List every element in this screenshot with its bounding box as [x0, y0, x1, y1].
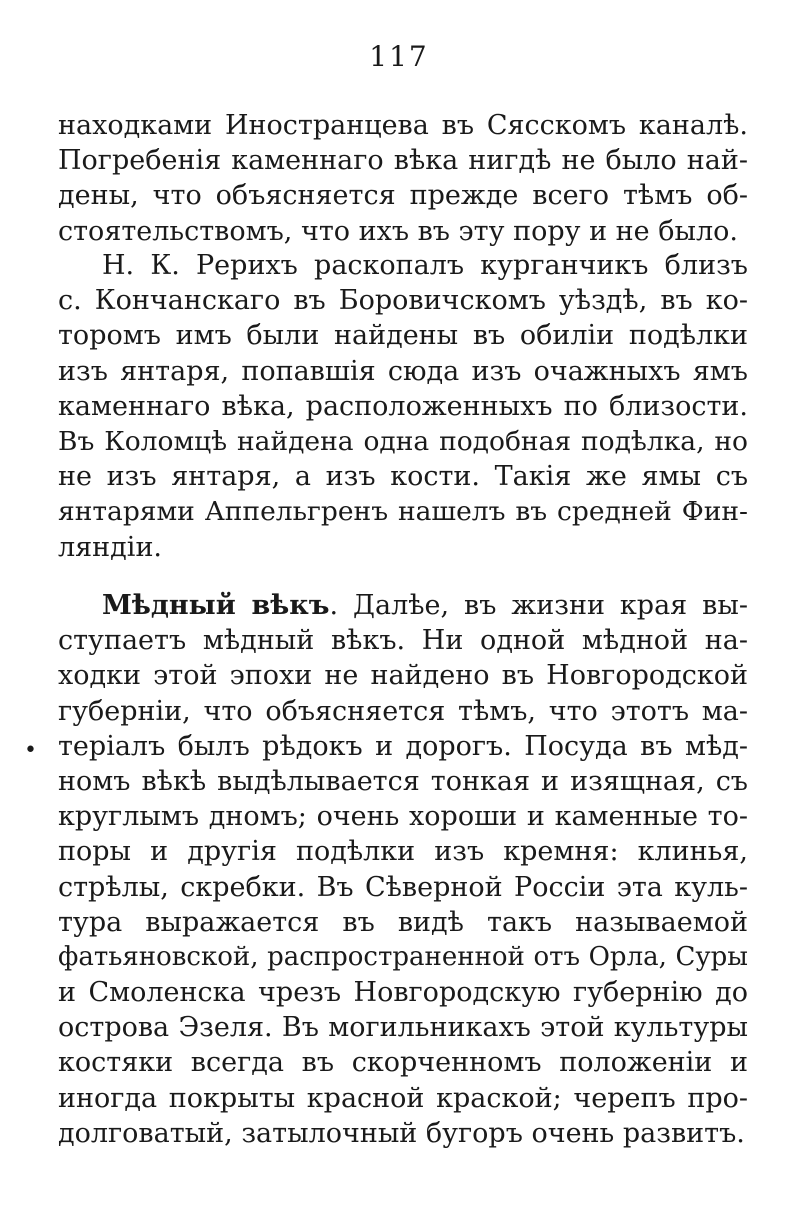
text-line: находками Иностранцева въ Сясскомъ каналѣ.: [58, 110, 748, 141]
text-line: . Далѣе, въ жизни края вы-: [329, 590, 748, 621]
text-line: стрѣлы, скребки. Въ Сѣверной Россіи эта куль-: [58, 871, 748, 903]
text-line: фатьяновской, распространенной отъ Орла, Суры: [58, 941, 748, 972]
text-line: острова Эзеля. Въ могильникахъ этой культуры: [58, 1012, 748, 1044]
text-line: круглымъ дномъ; очень хороши и каменные то-: [58, 801, 748, 833]
text-line: тура выражается въ видѣ такъ называемой: [58, 906, 748, 938]
text-line: торомъ имъ были найдены въ обиліи подѣлки: [58, 320, 748, 352]
section-heading: Мѣдный вѣкъ: [102, 590, 330, 621]
text-line: долговатый, затылочный бугоръ очень развитъ.: [58, 1117, 745, 1149]
text-line: янтарями Аппельгренъ нашелъ въ средней Фин-: [58, 496, 748, 528]
text-line: Погребенія каменнаго вѣка нигдѣ не было най-: [58, 145, 748, 177]
text-line: не изъ янтаря, а изъ кости. Такія же ямы съ: [58, 461, 748, 493]
text-line: иногда покрыты красной краской; черепъ про-: [58, 1082, 748, 1114]
text-line: стоятельствомъ, что ихъ въ эту пору и не было.: [58, 215, 738, 247]
text-line: губерніи, что объясняется тѣмъ, что этотъ ма-: [58, 695, 748, 727]
text-line: костяки всегда въ скорченномъ положеніи и: [58, 1047, 748, 1079]
text-line: Въ Коломцѣ найдена одна подобная подѣлка, но: [58, 425, 748, 457]
text-line: ходки этой эпохи не найдено въ Новгородской: [58, 660, 748, 692]
section-first-line: [58, 588, 748, 623]
paragraph-3: [58, 588, 748, 1151]
text-line: изъ янтаря, попавшія сюда изъ очажныхъ ямъ: [58, 355, 748, 387]
paragraph-2: [58, 248, 748, 565]
text-line: теріалъ былъ рѣдокъ и дорогъ. Посуда въ мѣд-: [58, 730, 748, 762]
text-line: номъ вѣкѣ выдѣлывается тонкая и изящная, съ: [58, 765, 748, 797]
text-line: с. Кончанскаго въ Боровичскомъ уѣздѣ, въ ко-: [58, 285, 748, 317]
text-line: ляндіи.: [58, 531, 163, 563]
paragraph-1: [58, 108, 748, 249]
text-line: дены, что объясняется прежде всего тѣмъ об-: [58, 180, 748, 212]
text-line: Н. К. Рерихъ раскопалъ курганчикъ близъ: [102, 250, 748, 281]
text-line: каменнаго вѣка, расположенныхъ по близости.: [58, 390, 748, 422]
text-line: ступаетъ мѣдный вѣкъ. Ни одной мѣдной на-: [58, 625, 748, 657]
text-line: поры и другія подѣлки изъ кремня: клинья,: [58, 836, 748, 868]
margin-mark: •: [24, 738, 37, 763]
text-line: и Смоленска чрезъ Новгородскую губернію до: [58, 977, 748, 1009]
page-number: 117: [369, 40, 429, 73]
